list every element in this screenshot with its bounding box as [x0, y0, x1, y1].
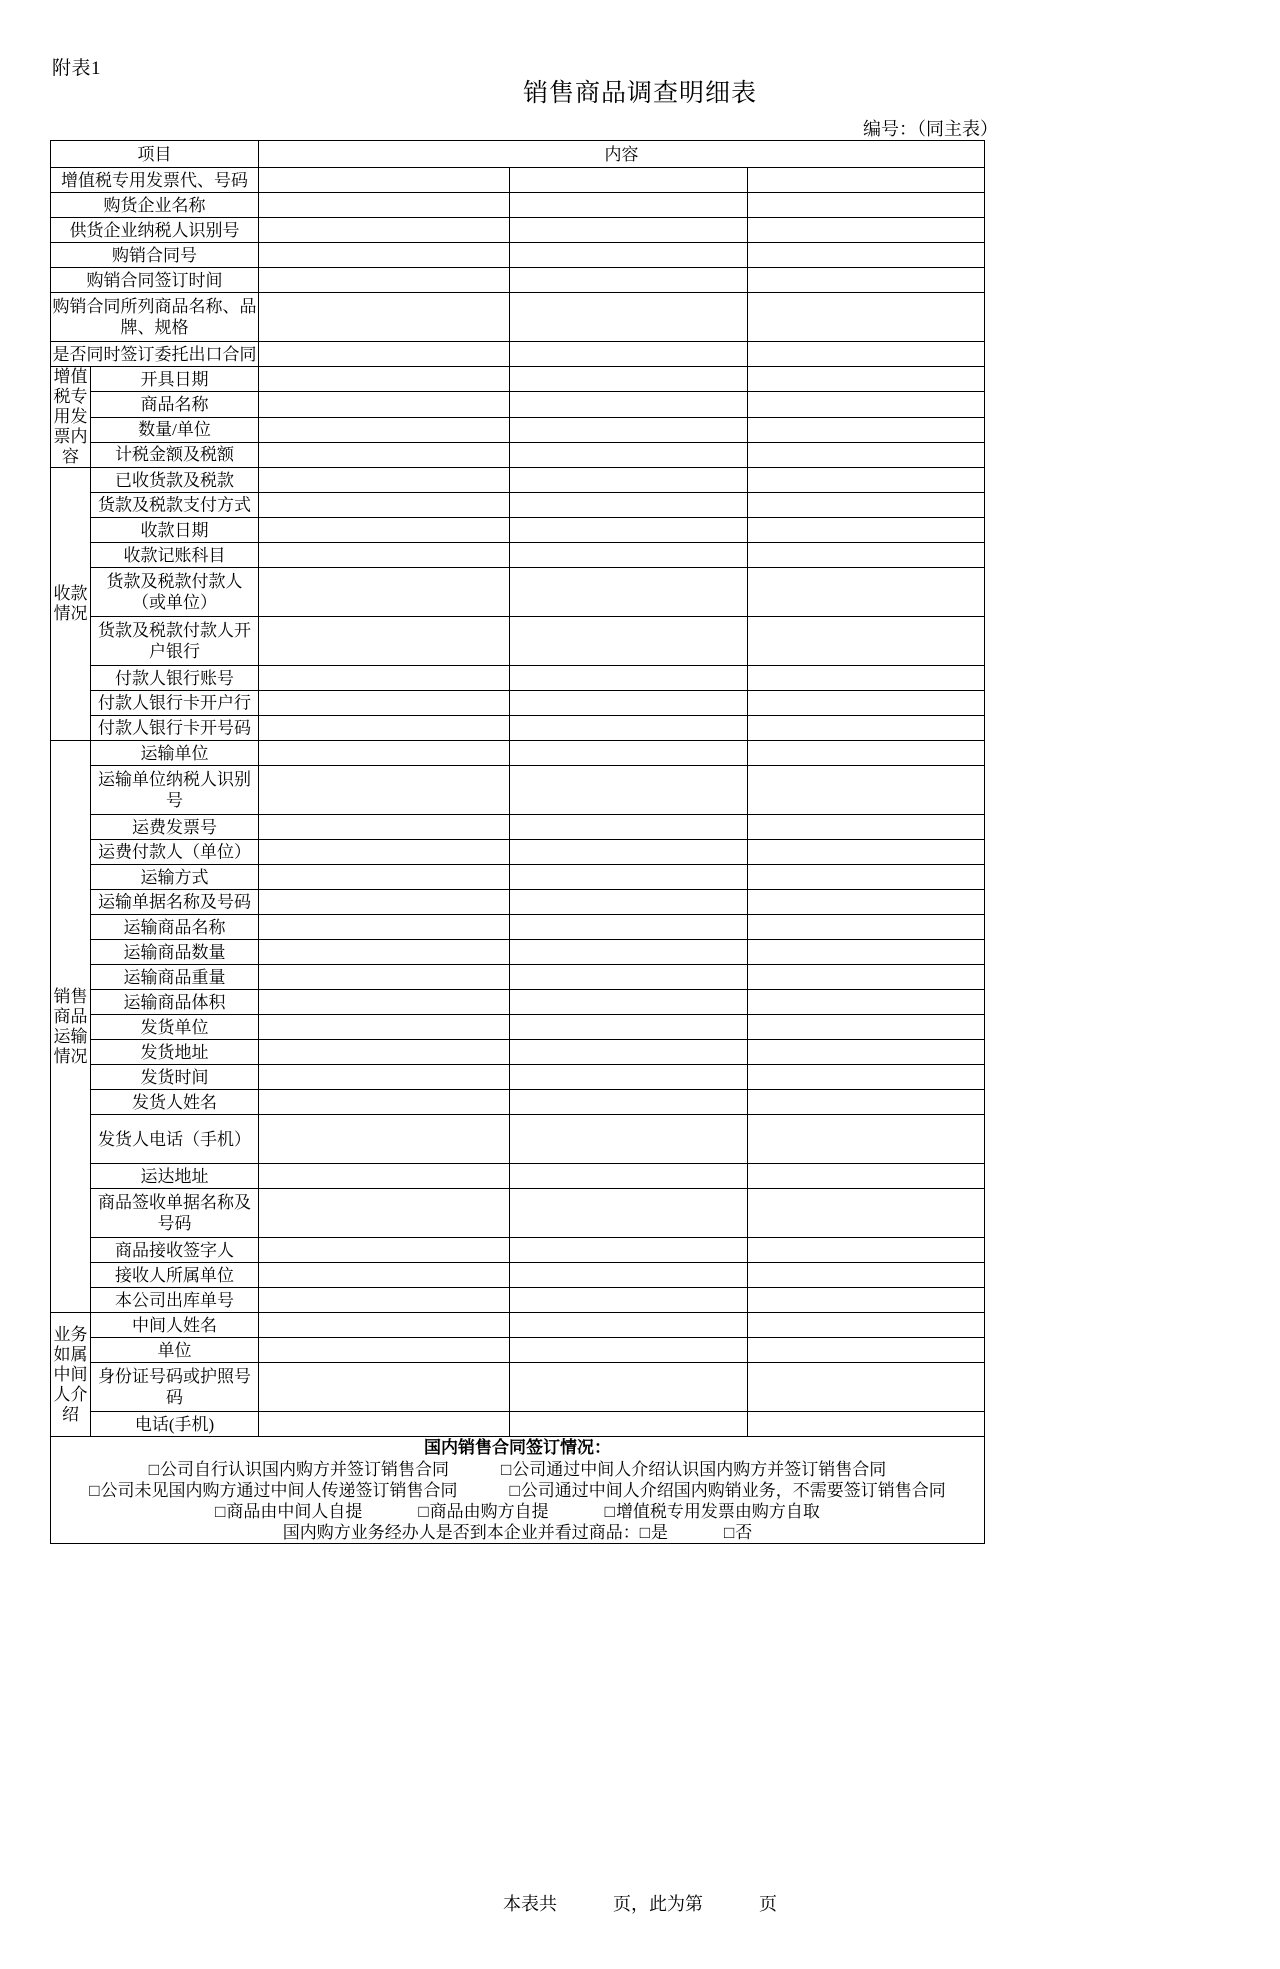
value-cell[interactable] [748, 1115, 985, 1164]
option-label: 增值税专用发票由购方自取 [615, 1502, 820, 1521]
value-cell[interactable] [510, 915, 748, 940]
value-cell[interactable] [748, 617, 985, 666]
value-cell[interactable] [259, 865, 510, 890]
row-label-middleman-name: 中间人姓名 [91, 1313, 259, 1338]
checkbox-option-not-met-buyer[interactable] [89, 1480, 457, 1501]
value-cell[interactable] [748, 442, 985, 467]
value-cell[interactable] [259, 268, 510, 293]
value-cell[interactable] [259, 666, 510, 691]
value-cell[interactable] [259, 568, 510, 617]
value-cell[interactable] [510, 493, 748, 518]
value-cell[interactable] [748, 1338, 985, 1363]
table-row [51, 840, 985, 865]
value-cell[interactable] [510, 293, 748, 342]
value-cell[interactable] [748, 1412, 985, 1437]
value-cell[interactable] [259, 940, 510, 965]
value-cell[interactable] [748, 1189, 985, 1238]
table-row [51, 815, 985, 840]
value-cell[interactable] [259, 293, 510, 342]
value-cell[interactable] [510, 617, 748, 666]
value-cell[interactable] [748, 1065, 985, 1090]
table-row [51, 367, 985, 392]
value-cell[interactable] [748, 367, 985, 392]
checkbox-icon[interactable]: □ [215, 1502, 226, 1521]
row-label-transport-unit-taxpayer-id: 运输单位纳税人识别号 [91, 766, 259, 815]
value-cell[interactable] [748, 990, 985, 1015]
value-cell[interactable] [259, 518, 510, 543]
row-label-contract-goods-spec: 购销合同所列商品名称、品牌、规格 [51, 293, 259, 342]
option-label: 否 [735, 1523, 753, 1542]
value-cell[interactable] [259, 468, 510, 493]
note-option-line-4 [51, 1522, 984, 1543]
row-label-transported-goods-quantity: 运输商品数量 [91, 940, 259, 965]
table-row [51, 543, 985, 568]
value-cell[interactable] [510, 691, 748, 716]
value-cell[interactable] [748, 543, 985, 568]
row-label-goods-name: 商品名称 [91, 392, 259, 417]
value-cell[interactable] [259, 741, 510, 766]
row-label-contract-signing-time: 购销合同签订时间 [51, 268, 259, 293]
value-cell[interactable] [748, 1363, 985, 1412]
row-label-quantity-unit: 数量/单位 [91, 417, 259, 442]
value-cell[interactable] [259, 442, 510, 467]
table-row [51, 243, 985, 268]
table-row [51, 1164, 985, 1189]
value-cell[interactable] [748, 468, 985, 493]
footer-suffix: 页 [759, 1894, 777, 1914]
table-row [51, 1015, 985, 1040]
row-label-freight-payer: 运费付款人（单位） [91, 840, 259, 865]
option-label: 是 [651, 1523, 669, 1542]
value-cell[interactable] [510, 342, 748, 367]
value-cell[interactable] [748, 965, 985, 990]
value-cell[interactable] [510, 1238, 748, 1263]
value-cell[interactable] [748, 840, 985, 865]
option-label: 商品由购方自提 [429, 1502, 549, 1521]
value-cell[interactable] [510, 1040, 748, 1065]
table-row [51, 518, 985, 543]
column-header-item: 项目 [51, 141, 259, 168]
table-row [51, 940, 985, 965]
value-cell[interactable] [748, 716, 985, 741]
table-row [51, 965, 985, 990]
value-cell[interactable] [510, 865, 748, 890]
row-label-taxable-amount: 计税金额及税额 [91, 442, 259, 467]
domestic-contract-note [51, 1437, 985, 1544]
table-row [51, 617, 985, 666]
table-row [51, 741, 985, 766]
value-cell[interactable] [259, 1040, 510, 1065]
row-label-receipt-document: 商品签收单据名称及号码 [91, 1189, 259, 1238]
row-label-export-agency-contract: 是否同时签订委托出口合同 [51, 342, 259, 367]
value-cell[interactable] [510, 268, 748, 293]
value-cell[interactable] [259, 342, 510, 367]
value-cell[interactable] [510, 518, 748, 543]
table-row [51, 1238, 985, 1263]
row-label-payer-card-bank: 付款人银行卡开户行 [91, 691, 259, 716]
page-footer [0, 1892, 1280, 1916]
value-cell[interactable] [259, 367, 510, 392]
option-label: 公司自行认识国内购方并签订销售合同 [160, 1460, 450, 1479]
row-label-shipping-unit: 发货单位 [91, 1015, 259, 1040]
value-cell[interactable] [259, 815, 510, 840]
value-cell[interactable] [510, 840, 748, 865]
value-cell[interactable] [510, 1313, 748, 1338]
value-cell[interactable] [748, 293, 985, 342]
value-cell[interactable] [259, 890, 510, 915]
value-cell[interactable] [510, 716, 748, 741]
value-cell[interactable] [259, 392, 510, 417]
table-row [51, 1090, 985, 1115]
row-label-middleman-id-number: 身份证号码或护照号码 [91, 1363, 259, 1412]
value-cell[interactable] [510, 940, 748, 965]
row-label-goods-receiver-signer: 商品接收签字人 [91, 1238, 259, 1263]
value-cell[interactable] [748, 1040, 985, 1065]
value-cell[interactable] [748, 417, 985, 442]
table-row [51, 442, 985, 467]
value-cell[interactable] [748, 1238, 985, 1263]
value-cell[interactable] [748, 392, 985, 417]
value-cell[interactable] [259, 168, 510, 193]
table-header-row [51, 141, 985, 168]
table-row [51, 890, 985, 915]
row-label-transported-goods-weight: 运输商品重量 [91, 965, 259, 990]
row-label-transport-document: 运输单据名称及号码 [91, 890, 259, 915]
option-label: 公司未见国内购方通过中间人传递签订销售合同 [100, 1481, 458, 1500]
value-cell[interactable] [510, 417, 748, 442]
row-label-payer-bank: 货款及税款付款人开户银行 [91, 617, 259, 666]
value-cell[interactable] [510, 990, 748, 1015]
row-label-received-payment-tax: 已收货款及税款 [91, 468, 259, 493]
row-label-transported-goods-name: 运输商品名称 [91, 915, 259, 940]
value-cell[interactable] [259, 417, 510, 442]
value-cell[interactable] [259, 193, 510, 218]
note-title: 国内销售合同签订情况： [424, 1438, 612, 1457]
value-cell[interactable] [259, 990, 510, 1015]
row-label-payer-name: 货款及税款付款人（或单位） [91, 568, 259, 617]
value-cell[interactable] [748, 168, 985, 193]
value-cell[interactable] [259, 965, 510, 990]
value-cell[interactable] [259, 1189, 510, 1238]
row-label-collection-account-subject: 收款记账科目 [91, 543, 259, 568]
value-cell[interactable] [748, 1313, 985, 1338]
value-cell[interactable] [748, 1263, 985, 1288]
value-cell[interactable] [259, 766, 510, 815]
checkbox-option-visited-yes[interactable] [640, 1522, 668, 1543]
row-label-supplier-taxpayer-id: 供货企业纳税人识别号 [51, 218, 259, 243]
checkbox-option-buyer-pickup[interactable] [418, 1501, 548, 1522]
group-label-vat-invoice-content: 增值税专用发票内容 [51, 367, 91, 468]
option-label: 公司通过中间人介绍认识国内购方并签订销售合同 [512, 1460, 887, 1479]
row-label-transport-method: 运输方式 [91, 865, 259, 890]
value-cell[interactable] [748, 915, 985, 940]
value-cell[interactable] [748, 1164, 985, 1189]
value-cell[interactable] [259, 1090, 510, 1115]
footer-prefix: 本表共 [503, 1894, 557, 1914]
row-label-shipper-name: 发货人姓名 [91, 1090, 259, 1115]
value-cell[interactable] [510, 568, 748, 617]
value-cell[interactable] [748, 666, 985, 691]
value-cell[interactable] [510, 1164, 748, 1189]
row-label-buyer-name: 购货企业名称 [51, 193, 259, 218]
row-label-middleman-unit: 单位 [91, 1338, 259, 1363]
table-row [51, 766, 985, 815]
row-label-shipper-phone: 发货人电话（手机） [91, 1115, 259, 1164]
table-row [51, 1189, 985, 1238]
value-cell[interactable] [259, 243, 510, 268]
option-label: 商品由中间人自提 [226, 1502, 363, 1521]
value-cell[interactable] [748, 815, 985, 840]
value-cell[interactable] [510, 815, 748, 840]
row-label-issue-date: 开具日期 [91, 367, 259, 392]
checkbox-option-visited-no[interactable] [724, 1522, 752, 1543]
table-row [51, 1263, 985, 1288]
value-cell[interactable] [510, 193, 748, 218]
table-row [51, 1363, 985, 1412]
table-row [51, 716, 985, 741]
value-cell[interactable] [259, 1338, 510, 1363]
table-row [51, 392, 985, 417]
value-cell[interactable] [259, 1313, 510, 1338]
checkbox-option-middleman-identified[interactable] [501, 1459, 886, 1480]
value-cell[interactable] [510, 1263, 748, 1288]
value-cell[interactable] [259, 1065, 510, 1090]
visit-question-label: 国内购方业务经办人是否到本企业并看过商品： [282, 1523, 640, 1542]
checkbox-icon[interactable]: □ [509, 1481, 520, 1500]
value-cell[interactable] [259, 691, 510, 716]
page-title: 销售商品调查明细表 [522, 80, 757, 107]
table-row [51, 193, 985, 218]
value-cell[interactable] [259, 1164, 510, 1189]
survey-detail-table [50, 140, 985, 1544]
value-cell[interactable] [510, 243, 748, 268]
value-cell[interactable] [748, 1090, 985, 1115]
checkbox-icon[interactable]: □ [418, 1502, 429, 1521]
value-cell[interactable] [510, 766, 748, 815]
table-row [51, 468, 985, 493]
table-row [51, 342, 985, 367]
value-cell[interactable] [748, 218, 985, 243]
table-row [51, 268, 985, 293]
value-cell[interactable] [510, 367, 748, 392]
value-cell[interactable] [748, 193, 985, 218]
value-cell[interactable] [259, 1288, 510, 1313]
value-cell[interactable] [259, 840, 510, 865]
value-cell[interactable] [259, 1363, 510, 1412]
value-cell[interactable] [748, 243, 985, 268]
value-cell[interactable] [510, 741, 748, 766]
row-label-payer-card-number: 付款人银行卡开号码 [91, 716, 259, 741]
table-row [51, 1040, 985, 1065]
row-label-collection-date: 收款日期 [91, 518, 259, 543]
table-row [51, 691, 985, 716]
row-label-shipping-time: 发货时间 [91, 1065, 259, 1090]
row-label-shipping-address: 发货地址 [91, 1040, 259, 1065]
value-cell[interactable] [510, 543, 748, 568]
option-label: 公司通过中间人介绍国内购销业务，不需要签订销售合同 [520, 1481, 946, 1500]
value-cell[interactable] [748, 1015, 985, 1040]
footer-middle: 页，此为第 [613, 1894, 703, 1914]
checkbox-option-buyer-collects-invoice[interactable] [605, 1501, 820, 1522]
table-row [51, 218, 985, 243]
column-header-content: 内容 [259, 141, 985, 168]
table-row [51, 1338, 985, 1363]
serial-number-label: 编号：（同主表） [863, 119, 998, 139]
value-cell[interactable] [748, 518, 985, 543]
row-label-delivery-address: 运达地址 [91, 1164, 259, 1189]
value-cell[interactable] [510, 1338, 748, 1363]
value-cell[interactable] [259, 1412, 510, 1437]
checkbox-icon[interactable]: □ [501, 1460, 512, 1479]
group-label-collection-status: 收款情况 [51, 468, 91, 741]
value-cell[interactable] [748, 741, 985, 766]
note-option-line-2 [51, 1480, 984, 1501]
row-label-freight-invoice-number: 运费发票号 [91, 815, 259, 840]
row-label-receiver-affiliation: 接收人所属单位 [91, 1263, 259, 1288]
value-cell[interactable] [748, 1288, 985, 1313]
checkbox-icon[interactable]: □ [724, 1523, 735, 1542]
value-cell[interactable] [510, 442, 748, 467]
value-cell[interactable] [748, 940, 985, 965]
note-option-line-1 [51, 1459, 984, 1480]
value-cell[interactable] [510, 1015, 748, 1040]
value-cell[interactable] [510, 1189, 748, 1238]
group-label-middleman-intro: 业务如属中间人介绍 [51, 1313, 91, 1437]
value-cell[interactable] [510, 1412, 748, 1437]
value-cell[interactable] [748, 493, 985, 518]
value-cell[interactable] [748, 268, 985, 293]
value-cell[interactable] [259, 915, 510, 940]
table-row [51, 293, 985, 342]
table-row [51, 417, 985, 442]
table-row [51, 915, 985, 940]
table-row [51, 493, 985, 518]
value-cell[interactable] [259, 1015, 510, 1040]
value-cell[interactable] [510, 468, 748, 493]
checkbox-icon[interactable]: □ [639, 1523, 651, 1542]
checkbox-option-self-identified[interactable] [149, 1459, 449, 1480]
note-row [51, 1437, 985, 1544]
value-cell[interactable] [510, 1363, 748, 1412]
value-cell[interactable] [510, 965, 748, 990]
checkbox-icon[interactable]: □ [604, 1502, 615, 1521]
table-row [51, 568, 985, 617]
table-row [51, 865, 985, 890]
checkbox-option-no-contract-needed[interactable] [510, 1480, 946, 1501]
table-row [51, 1313, 985, 1338]
value-cell[interactable] [748, 342, 985, 367]
value-cell[interactable] [259, 493, 510, 518]
table-row [51, 666, 985, 691]
value-cell[interactable] [259, 1263, 510, 1288]
value-cell[interactable] [748, 691, 985, 716]
checkbox-icon[interactable]: □ [148, 1460, 160, 1479]
row-label-payer-bank-account: 付款人银行账号 [91, 666, 259, 691]
attachment-label: 附表1 [52, 58, 102, 79]
row-label-payment-method: 货款及税款支付方式 [91, 493, 259, 518]
value-cell[interactable] [748, 568, 985, 617]
value-cell[interactable] [259, 218, 510, 243]
table-row [51, 1412, 985, 1437]
value-cell[interactable] [510, 666, 748, 691]
table-row [51, 1065, 985, 1090]
value-cell[interactable] [510, 1115, 748, 1164]
checkbox-option-middleman-pickup[interactable] [215, 1501, 362, 1522]
value-cell[interactable] [510, 168, 748, 193]
value-cell[interactable] [510, 1065, 748, 1090]
table-row [51, 168, 985, 193]
row-label-vat-invoice-code: 增值税专用发票代、号码 [51, 168, 259, 193]
value-cell[interactable] [748, 766, 985, 815]
row-label-transport-unit: 运输单位 [91, 741, 259, 766]
value-cell[interactable] [259, 543, 510, 568]
value-cell[interactable] [748, 890, 985, 915]
group-label-transport-status: 销售商品运输情况 [51, 741, 91, 1313]
value-cell[interactable] [510, 1090, 748, 1115]
row-label-contract-number: 购销合同号 [51, 243, 259, 268]
value-cell[interactable] [259, 716, 510, 741]
value-cell[interactable] [510, 218, 748, 243]
checkbox-icon[interactable]: □ [89, 1481, 100, 1500]
value-cell[interactable] [259, 617, 510, 666]
row-label-middleman-phone: 电话(手机) [91, 1412, 259, 1437]
value-cell[interactable] [259, 1115, 510, 1164]
table-row [51, 1115, 985, 1164]
row-label-company-outbound-number: 本公司出库单号 [91, 1288, 259, 1313]
table-row [51, 1288, 985, 1313]
value-cell[interactable] [510, 392, 748, 417]
value-cell[interactable] [259, 1238, 510, 1263]
value-cell[interactable] [510, 1288, 748, 1313]
note-option-line-3 [51, 1501, 984, 1522]
row-label-transported-goods-volume: 运输商品体积 [91, 990, 259, 1015]
value-cell[interactable] [748, 865, 985, 890]
value-cell[interactable] [510, 890, 748, 915]
table-row [51, 990, 985, 1015]
